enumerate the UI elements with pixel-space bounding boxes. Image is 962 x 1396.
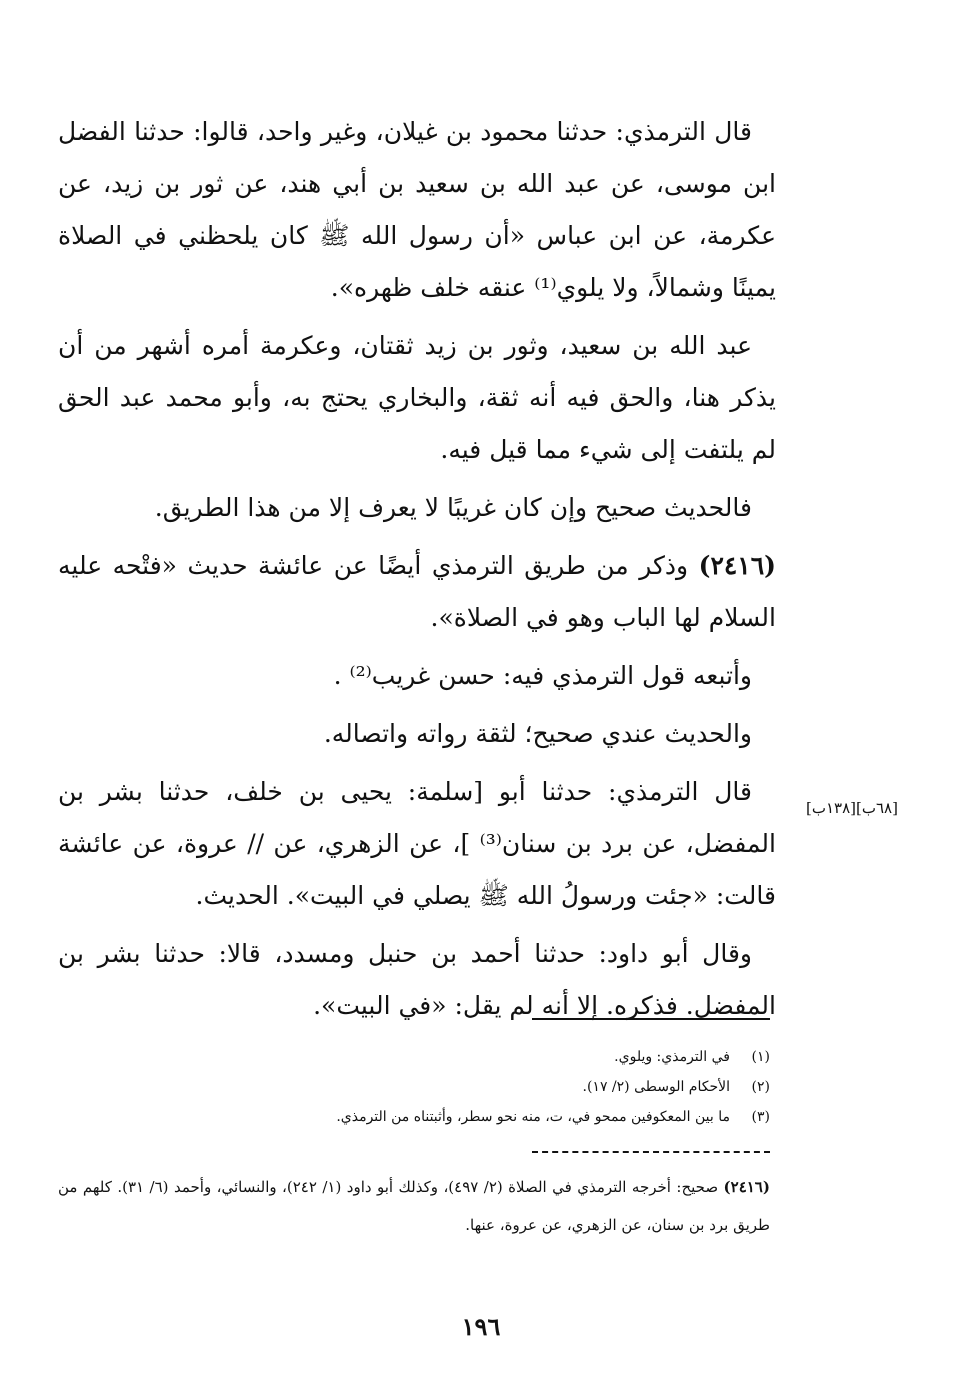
paragraph-text: قال الترمذي: حدثنا أبو [سلمة: يحيى بن خلف، حدثنا بشر بن المفضل، عن برد بن سنان⁽³⁾ ]، عن الزهري، عن // عروة، عن عائشة قالت: «جئت ورسولُ الله ﷺ يصلي في البيت». الحديث. xyxy=(58,777,776,910)
takhrij-note xyxy=(58,1168,770,1244)
takhrij-separator xyxy=(532,1151,770,1153)
manuscript-folio-note: [٦٨ب][١٣٨ب] xyxy=(806,799,898,817)
footnote-text: في الترمذي: ويلوي. xyxy=(614,1049,730,1065)
paragraph xyxy=(58,650,776,702)
footnote-number: (١) xyxy=(751,1049,770,1065)
footnote-separator xyxy=(532,1018,770,1020)
takhrij-text: صحيح: أخرجه الترمذي في الصلاة (٢/ ٤٩٧)، وكذلك أبو داود (١/ ٢٤٢)، والنسائي، وأحمد (٦/ ٣١). كلهم من طريق برد بن سنان، عن الزهري، عن عروة، عنها. xyxy=(58,1178,770,1234)
main-text xyxy=(58,106,776,1032)
footnote-text: الأحكام الوسطى (٢/ ١٧). xyxy=(582,1079,730,1095)
footnote-number: (٢) xyxy=(751,1079,770,1095)
paragraph xyxy=(58,482,776,534)
footnote-text: ما بين المعكوفين ممحو في، ت، منه نحو سطر، وأثبتناه من الترمذي. xyxy=(336,1109,730,1125)
paragraph xyxy=(58,928,776,1032)
footnotes xyxy=(300,1042,770,1132)
paragraph-text: وأتبعه قول الترمذي فيه: حسن غريب⁽²⁾ . xyxy=(333,661,752,690)
footnote xyxy=(300,1042,770,1072)
footnote xyxy=(300,1102,770,1132)
paragraph-text: وقال أبو داود: حدثنا أحمد بن حنبل ومسدد، قالا: حدثنا بشر بن المفضل. فذكره. إلا أنه لم يقل: «في البيت». xyxy=(58,939,776,1020)
hadith-number: (٢٤١٦) xyxy=(698,551,776,580)
footnote xyxy=(300,1072,770,1102)
paragraph xyxy=(58,106,776,314)
hadith-paragraph xyxy=(58,540,776,644)
paragraph xyxy=(58,320,776,476)
paragraph xyxy=(58,766,776,922)
footnote-number: (٣) xyxy=(751,1109,770,1125)
paragraph-text: عبد الله بن سعيد، وثور بن زيد ثقتان، وعكرمة أمره أشهر من أن يذكر هنا، والحق فيه أنه ثقة، والبخاري يحتج به، وأبو محمد عبد الحق لم يلتفت إلى شيء مما قيل فيه. xyxy=(58,331,776,464)
paragraph-text: قال الترمذي: حدثنا محمود بن غيلان، وغير واحد، قالوا: حدثنا الفضل ابن موسى، عن عبد الله بن سعيد بن أبي هند، عن ثور بن زيد، عن عكرمة، عن ابن عباس «أن رسول الله ﷺ كان يلحظني في الصلاة يمينًا وشمالاً، ولا يلوي⁽¹⁾ عنقه خلف ظهره». xyxy=(58,117,776,302)
paragraph-text: فالحديث صحيح وإن كان غريبًا لا يعرف إلا من هذا الطريق. xyxy=(154,493,752,522)
paragraph-text: وذكر من طريق الترمذي أيضًا عن عائشة حديث «فتْحه عليه السلام لها الباب وهو في الصلاة». xyxy=(58,551,776,632)
takhrij-hadith-number: (٢٤١٦) xyxy=(723,1178,770,1196)
paragraph-text: والحديث عندي صحيح؛ لثقة رواته واتصاله. xyxy=(323,719,752,748)
paragraph xyxy=(58,708,776,760)
page-number: ١٩٦ xyxy=(461,1312,501,1341)
